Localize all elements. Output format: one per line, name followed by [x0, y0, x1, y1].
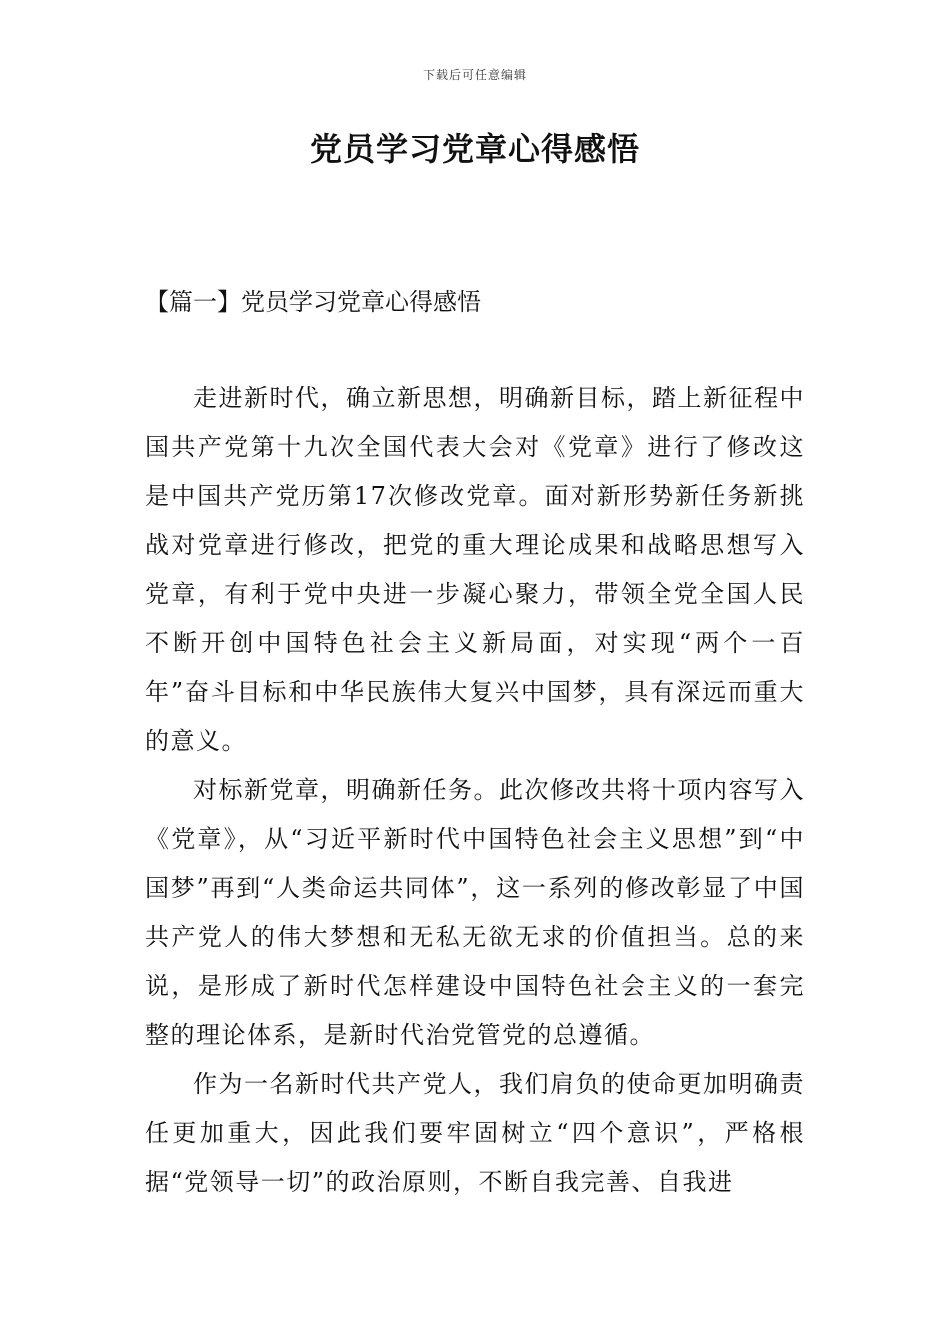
- header-note: 下载后可任意编辑: [422, 68, 527, 82]
- document-title: 党员学习党章心得感悟: [309, 130, 640, 168]
- section-heading: 【篇一】党员学习党章心得感悟: [145, 288, 481, 316]
- paragraph: 对标新党章，明确新任务。此次修改共将十项内容写入《党章》，从“习近平新时代中国特色社会主义思想”到“中国梦”再到“人类命运共同体”，这一系列的修改彰显了中国共产党人的伟大梦想和无私无欲无求的价值担当。总的来说，是形成了新时代怎样建设中国特色社会主义的一套完整的理论体系，是新时代治党管党的总遵循。: [145, 776, 805, 1049]
- document-body: [145, 374, 805, 1207]
- paragraph: 走进新时代，确立新思想，明确新目标，踏上新征程中国共产党第十九次全国代表大会对《党章》进行了修改这是中国共产党历第17次修改党章。面对新形势新任务新挑战对党章进行修改，把党的重大理论成果和战略思想写入党章，有利于党中央进一步凝心聚力，带领全党全国人民不断开创中国特色社会主义新局面，对实现“两个一百年”奋斗目标和中华民族伟大复兴中国梦，具有深远而重大的意义。: [145, 384, 805, 755]
- paragraph: 作为一名新时代共产党人，我们肩负的使命更加明确责任更加重大，因此我们要牢固树立“四个意识”，严格根据“党领导一切”的政治原则，不断自我完善、自我进: [145, 1070, 805, 1196]
